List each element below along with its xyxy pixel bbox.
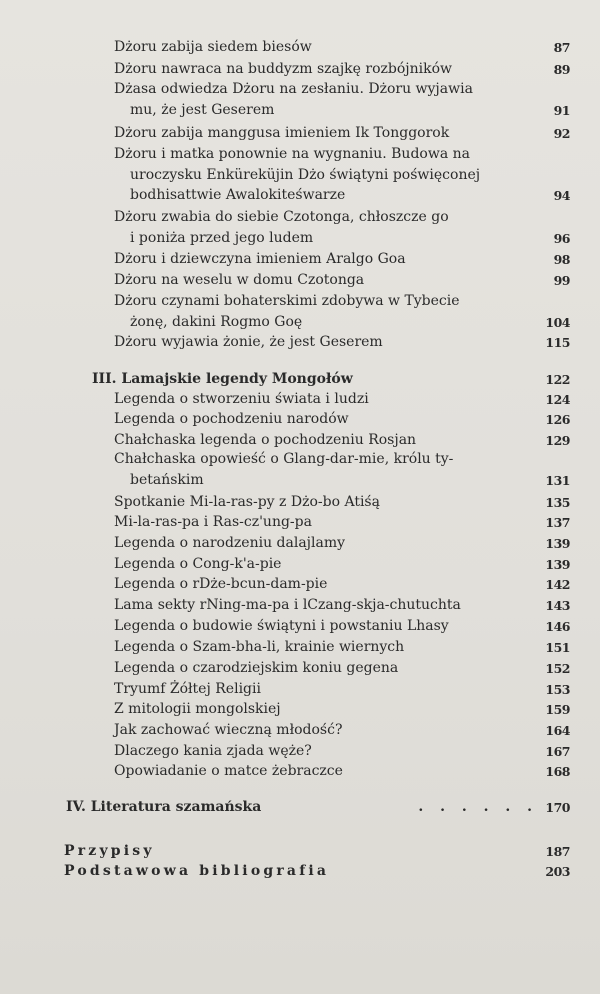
page-number: 135 (545, 495, 570, 510)
page-number: 91 (553, 103, 570, 118)
page-number: 153 (545, 682, 570, 697)
page-number: 96 (553, 231, 570, 246)
page-number: 124 (545, 392, 570, 407)
page-number: 137 (545, 515, 570, 530)
page-number: 142 (545, 577, 570, 592)
page-number: 139 (545, 536, 570, 551)
page-number: 89 (553, 62, 570, 77)
page-number: 126 (545, 412, 570, 427)
page-number: 98 (553, 252, 570, 267)
dot-leader: . . . . . . (418, 799, 538, 815)
page-number: 167 (545, 744, 570, 759)
page-number: 94 (553, 188, 570, 203)
page-number: 164 (545, 723, 570, 738)
page-number: 168 (545, 764, 570, 779)
page-number: 129 (545, 433, 570, 448)
page-number: 203 (545, 864, 570, 879)
page-number: 143 (545, 598, 570, 613)
page-number: 104 (545, 315, 570, 330)
page-number: 151 (545, 640, 570, 655)
page-number: 159 (545, 702, 570, 717)
page-number: 146 (545, 619, 570, 634)
page-number: 187 (545, 844, 570, 859)
page-number: 99 (553, 273, 570, 288)
page-number: 122 (545, 372, 570, 387)
page-number: 152 (545, 661, 570, 676)
page-number: 115 (545, 335, 570, 350)
page-number: 87 (553, 40, 570, 55)
page-number: 131 (545, 473, 570, 488)
page-number: 170 (545, 800, 570, 815)
toc-page: Dżoru zabija siedem biesów 87 Dżoru nawraca na buddyzm szajkę rozbójników 89 Dżasa odwiedza Dżoru na zesłaniu. Dżoru wyjawia mu, że jest Geserem 91 Dżoru zabija manggusa imieniem Ik Tonggorok 92 Dżoru i matka ponownie na wygnaniu. Budowa na uroczysku Enküreküjin Dżo świątyni poświęconej bodhisattwie Awalokiteśwarze 94 Dżoru zwabia do siebie Czotonga, chłoszcze go i poniża przed jego ludem 96 Dżoru i dziewczyna imieniem Aralgo Goa 98 Dżoru na weselu w domu Czotonga 99 Dżoru czynami bohaterskimi zdobywa w Tybecie żonę, dakini Rogmo Goę 104 Dżoru wyjawia żonie, że jest Geserem 115 III. Lamajskie legendy Mongołów 122 Legenda o stworzeniu świata i ludzi 124 Legenda o pochodzeniu narodów 126 Chałchaska legenda o pochodzeniu Rosjan 129 Chałchaska opowieść o Glang-dar-mie, królu ty- betańskim 131 Spotkanie Mi-la-ras-py z Dżo-bo Atiśą 135 Mi-la-ras-pa i Ras-cz'ung-pa 137 Legenda o narodzeniu dalajlamy 139 Legenda o Cong-k'a-pie 139 Legenda o rDże-bcun-dam-pie 142 Lama sekty rNing-ma-pa i lCzang-skja-chutuchta 143 Legenda o budowie świątyni i powstaniu Lhasy 146 Legenda o Szam-bha-li, krainie wiernych 151 Legenda o czarodziejskim koniu gegena 152 Tryumf Żółtej Religii 153 Z mitologii mongolskiej 159 Jak zachować wieczną młodość? 164 Dlaczego kania zjada węże? 167 Opowiadanie o matce żebraczce 168 IV. Literatura szamańska . . . . . . 170 Przypisy 187 Podstawowa bibliografia 203 (0, 0, 600, 994)
page-number: 92 (553, 126, 570, 141)
page-number: 139 (545, 557, 570, 572)
